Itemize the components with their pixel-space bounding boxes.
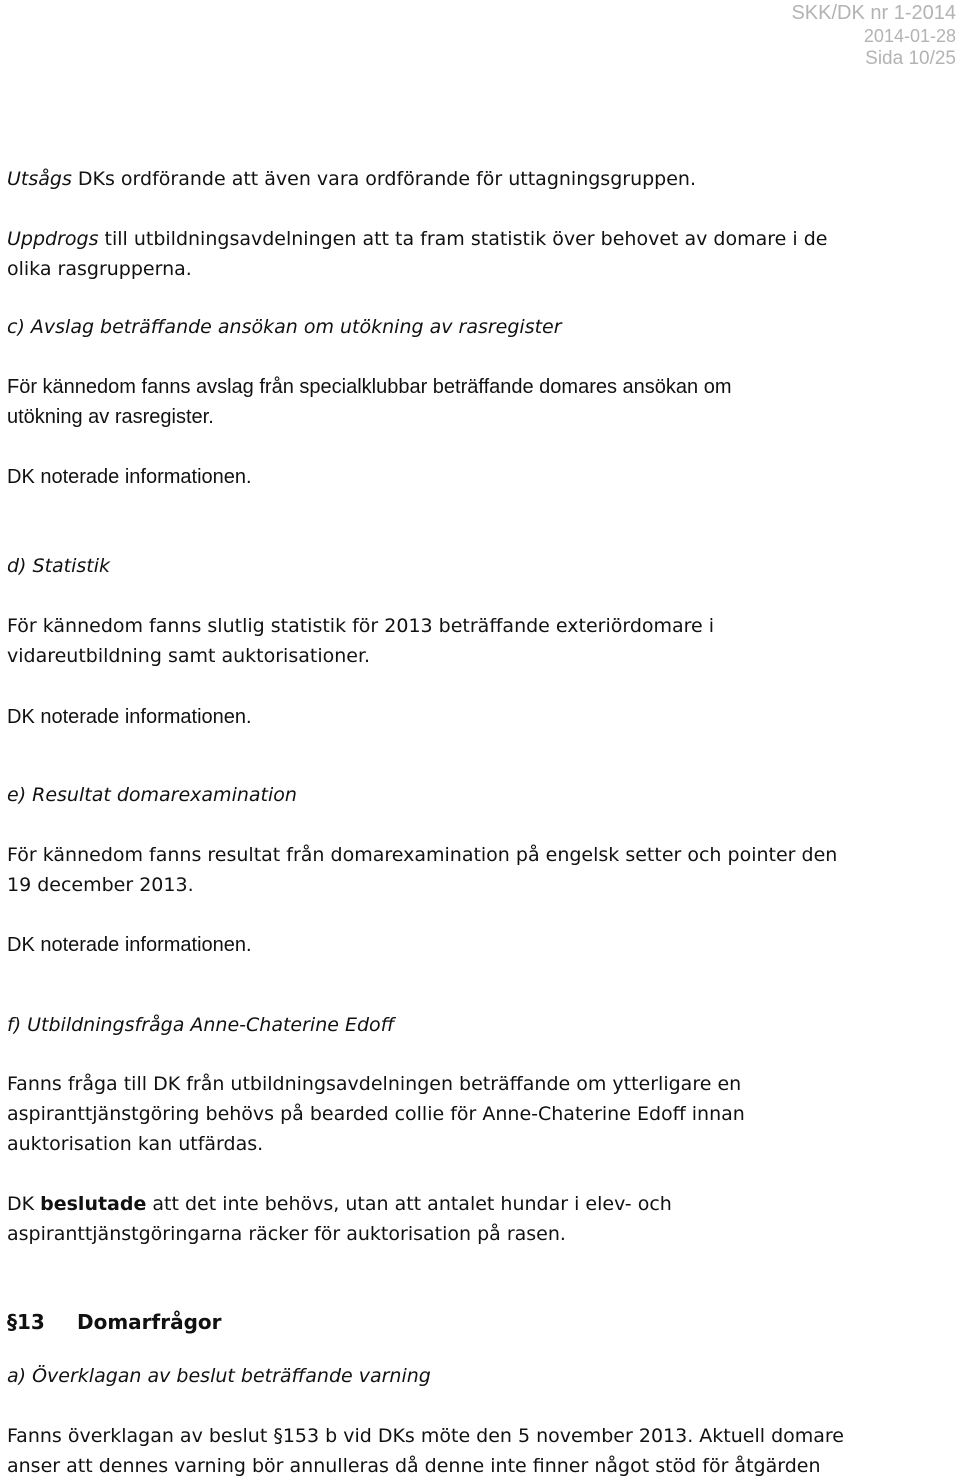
heading-e-text: e) Resultat domarexamination	[7, 784, 297, 806]
keyword-utsags: Utsågs	[7, 168, 72, 190]
keyword-uppdrogs: Uppdrogs	[7, 228, 99, 250]
document-date: 2014-01-28	[863, 26, 956, 46]
note-text: DK noterade informationen.	[7, 706, 252, 728]
paragraph-text: För kännedom fanns avslag från specialklubbar beträffande domares ansökan om	[7, 376, 732, 398]
heading-c	[7, 312, 947, 342]
heading-e	[7, 780, 947, 810]
note-e	[7, 930, 947, 960]
paragraph-text: auktorisation kan utfärdas.	[7, 1133, 264, 1155]
keyword-beslutade: beslutade	[40, 1193, 147, 1215]
paragraph-text: För kännedom fanns resultat från domarexamination på engelsk setter och pointer den	[7, 844, 838, 866]
paragraph-text: aspiranttjänstgöringarna räcker för auktorisation på rasen.	[7, 1223, 566, 1245]
paragraph-text: till utbildningsavdelningen att ta fram statistik över behovet av domare i de	[98, 228, 828, 250]
paragraph-text: att det inte behövs, utan att antalet hundar i elev- och	[146, 1193, 672, 1215]
note-d	[7, 702, 947, 732]
paragraph-text: anser att dennes varning bör annulleras då denne inte finner något stöd för åtgärden	[7, 1455, 821, 1477]
heading-d	[7, 551, 947, 581]
paragraph-utsags	[7, 164, 947, 194]
paragraph-e-body	[7, 840, 947, 900]
paragraph-uppdrogs	[7, 224, 947, 284]
page-number: Sida 10/25	[865, 48, 956, 69]
heading-d-text: d) Statistik	[7, 555, 111, 577]
paragraph-f-body	[7, 1069, 947, 1159]
heading-a	[7, 1361, 947, 1391]
heading-c-text: c) Avslag beträffande ansökan om utökning av rasregister	[7, 316, 562, 338]
document-id: SKK/DK nr 1-2014	[791, 2, 956, 24]
paragraph-text: Fanns fråga till DK från utbildningsavdelningen beträffande om ytterligare en	[7, 1073, 742, 1095]
paragraph-c-body	[7, 372, 947, 432]
paragraph-text: För kännedom fanns slutlig statistik för 2013 beträffande exteriördomare i	[7, 615, 715, 637]
paragraph-text: aspiranttjänstgöring behövs på bearded collie för Anne-Chaterine Edoff innan	[7, 1103, 745, 1125]
paragraph-d-body	[7, 611, 947, 671]
paragraph-text: Fanns överklagan av beslut §153 b vid DKs möte den 5 november 2013. Aktuell domare	[7, 1425, 844, 1447]
paragraph-text: vidareutbildning samt auktorisationer.	[7, 645, 371, 667]
paragraph-text: DK	[7, 1193, 41, 1215]
paragraph-a-body	[7, 1421, 947, 1481]
paragraph-text: DKs ordförande att även vara ordförande för uttagningsgruppen.	[71, 168, 697, 190]
heading-f	[7, 1010, 947, 1040]
note-text: DK noterade informationen.	[7, 934, 252, 956]
note-text: DK noterade informationen.	[7, 466, 252, 488]
heading-f-text: f) Utbildningsfråga Anne-Chaterine Edoff	[7, 1014, 395, 1036]
note-c	[7, 462, 947, 492]
paragraph-text: 19 december 2013.	[7, 874, 194, 896]
paragraph-f-decision	[7, 1189, 947, 1249]
section-number: §13	[7, 1310, 45, 1334]
paragraph-text: olika rasgrupperna.	[7, 258, 192, 280]
heading-a-text: a) Överklagan av beslut beträffande varning	[7, 1365, 431, 1387]
page-header	[791, 2, 956, 70]
section-heading	[7, 1307, 222, 1337]
section-title: Domarfrågor	[77, 1310, 222, 1334]
paragraph-text: utökning av rasregister.	[7, 406, 214, 428]
